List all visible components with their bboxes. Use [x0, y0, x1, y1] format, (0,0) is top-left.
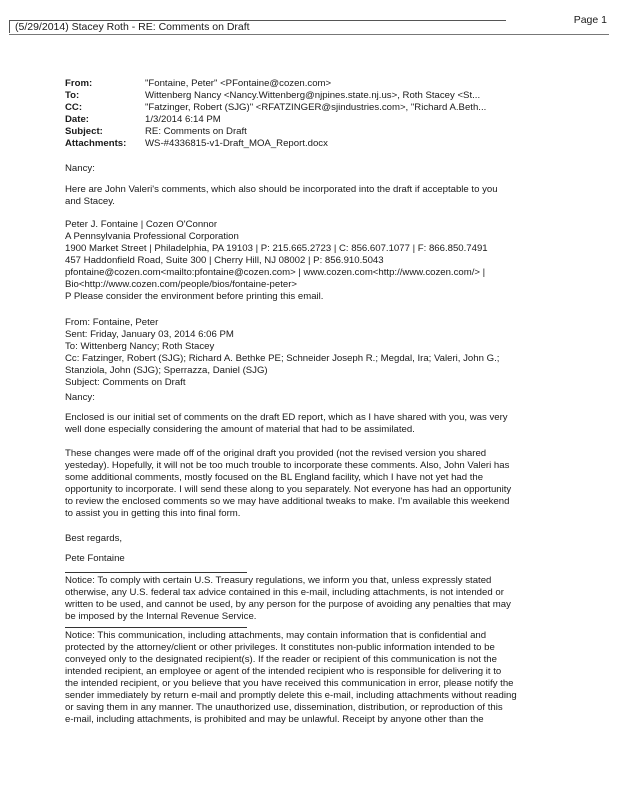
notice-line: otherwise, any U.S. federal tax advice contained in this e-mail, including attachments, is not intended or: [65, 587, 504, 598]
reply-greeting: Nancy:: [65, 163, 95, 174]
notice-line: Notice: To comply with certain U.S. Treasury regulations, we inform you that, unless expressly stated: [65, 575, 492, 586]
text-line: Here are John Valeri's comments, which also should be incorporated into the draft if acceptable to you: [65, 184, 498, 195]
reply-body: [65, 184, 545, 208]
field-label: Subject:: [65, 126, 103, 137]
signature-line: Peter J. Fontaine | Cozen O'Connor: [65, 219, 218, 230]
notice-divider: [65, 572, 247, 573]
notice-line: protected by the attorney/client or other privileges. It constitutes non-public information intended to be: [65, 642, 495, 653]
forwarded-header-line: To: Wittenberg Nancy; Roth Stacey: [65, 341, 215, 352]
signature-line: P Please consider the environment before printing this email.: [65, 291, 324, 302]
field-to: [65, 90, 535, 102]
signature-line: Bio<http://www.cozen.com/people/bios/fontaine-peter>: [65, 279, 297, 290]
forwarded-header-line: Subject: Comments on Draft: [65, 377, 186, 388]
original-paragraph-1: [65, 412, 545, 436]
forwarded-header-line: Cc: Fatzinger, Robert (SJG); Richard A. Bethke PE; Schneider Joseph R.; Megdal, Ira; Valeri, John G.;: [65, 353, 500, 364]
field-value: Wittenberg Nancy <Nancy.Wittenberg@njpines.state.nj.us>, Roth Stacey <St...: [145, 90, 481, 101]
notice-line: written to be used, and cannot be used, by any person for the purpose of avoiding any penalties that may: [65, 599, 511, 610]
signature-block: [65, 219, 545, 303]
field-cc: [65, 102, 535, 114]
text-line: to assist you in getting this into final form.: [65, 508, 241, 519]
notice-divider: [65, 627, 247, 628]
notice-line: be imposed by the Internal Revenue Service.: [65, 611, 257, 622]
forwarded-header: [65, 317, 545, 389]
signature-line: 1900 Market Street | Philadelphia, PA 19103 | P: 215.665.2723 | C: 856.607.1077 | F: 866.850.7491: [65, 243, 488, 254]
field-value: "Fatzinger, Robert (SJG)" <RFATZINGER@sjindustries.com>, "Richard A.Beth...: [145, 102, 487, 113]
print-header-title: (5/29/2014) Stacey Roth - RE: Comments on Draft: [15, 21, 250, 33]
notice-line: conveyed only to the designated recipient(s). If the reader or recipient of this communication is not the: [65, 654, 497, 665]
field-label: Date:: [65, 114, 89, 125]
page-number: Page 1: [573, 14, 607, 26]
text-line: some additional comments, mostly focused on the BL England facility, which I have not yet had the: [65, 472, 484, 483]
notice-line: e-mail, including attachments, is prohibited and may be unlawful. Receipt by anyone other than the: [65, 714, 484, 725]
field-value: 1/3/2014 6:14 PM: [145, 114, 221, 125]
field-subject: [65, 126, 535, 138]
notice-line: the intended recipient, or you believe that you have received this communication in error, please notify the: [65, 678, 514, 689]
header-rule: [9, 34, 609, 35]
field-label: Attachments:: [65, 138, 127, 149]
text-line: to review the enclosed comments so we may have additional tweaks to make. I'm available this weekend: [65, 496, 510, 507]
original-paragraph-2: [65, 448, 545, 520]
field-label: To:: [65, 90, 80, 101]
field-date: [65, 114, 535, 126]
field-value: "Fontaine, Peter" <PFontaine@cozen.com>: [145, 78, 332, 89]
treasury-notice: [65, 575, 545, 623]
forwarded-header-line: Sent: Friday, January 03, 2014 6:06 PM: [65, 329, 234, 340]
email-header-fields: [65, 78, 535, 150]
field-value: WS-#4336815-v1-Draft_MOA_Report.docx: [145, 138, 328, 149]
field-label: CC:: [65, 102, 83, 113]
sender-name: Pete Fontaine: [65, 553, 125, 564]
notice-line: intended recipient, an employee or agent of the intended recipient who is responsible for delivering it to: [65, 666, 502, 677]
confidentiality-notice: [65, 630, 545, 726]
text-line: well done especially considering the amount of material that had to be assimilated.: [65, 424, 415, 435]
text-line: Enclosed is our initial set of comments on the draft ED report, which as I have shared with you, was very: [65, 412, 508, 423]
signature-line: A Pennsylvania Professional Corporation: [65, 231, 239, 242]
text-line: yesteday). Hopefully, it will not be too much trouble to incorporate these comments. Also, John Valeri has: [65, 460, 510, 471]
signature-line: pfontaine@cozen.com<mailto:pfontaine@cozen.com> | www.cozen.com<http://www.cozen.com/> |: [65, 267, 486, 278]
print-header: [9, 14, 609, 33]
closing: Best regards,: [65, 533, 123, 544]
text-line: These changes were made off of the original draft you provided (not the revised version you shared: [65, 448, 487, 459]
field-value: RE: Comments on Draft: [145, 126, 247, 137]
forwarded-header-line: From: Fontaine, Peter: [65, 317, 159, 328]
field-label: From:: [65, 78, 93, 89]
field-attachments: [65, 138, 535, 150]
notice-line: Notice: This communication, including attachments, may contain information that is confidential and: [65, 630, 487, 641]
text-line: opportunity to incorporate. I will send these along to you separately. Not everyone has had an opportunity: [65, 484, 512, 495]
notice-line: or saving them in any manner. The unauthorized use, dissemination, distribution, or reproduction of this: [65, 702, 503, 713]
field-from: [65, 78, 535, 90]
notice-line: sender immediately by return e-mail and promptly delete this e-mail, including attachments without reading: [65, 690, 517, 701]
signature-line: 457 Haddonfield Road, Suite 300 | Cherry Hill, NJ 08002 | P: 856.910.5043: [65, 255, 384, 266]
forwarded-header-line: Stanziola, John (SJG); Sperrazza, Daniel (SJG): [65, 365, 268, 376]
text-line: and Stacey.: [65, 196, 115, 207]
original-greeting: Nancy:: [65, 392, 95, 403]
